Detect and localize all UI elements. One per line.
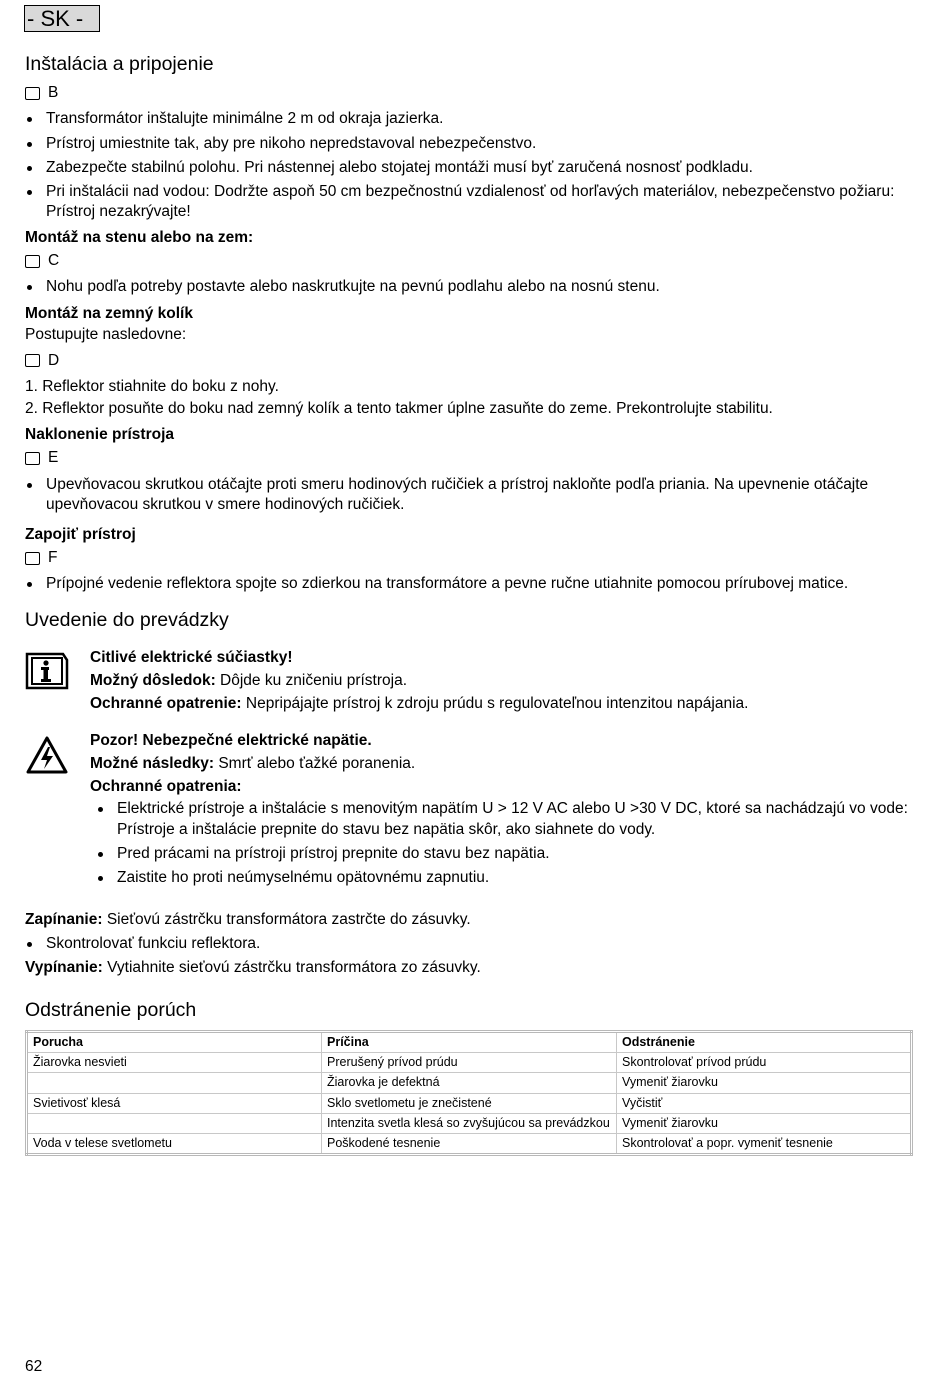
notice-heading: Citlivé elektrické súčiastky! xyxy=(90,648,293,666)
switch-off-line xyxy=(25,958,915,978)
switch-on-text: Sieťovú zástrčku transformátora zastrčte do zásuvky. xyxy=(102,911,471,929)
table-cell: Skontrolovať prívod prúdu xyxy=(617,1053,912,1073)
table-cell: Vyčistiť xyxy=(617,1093,912,1113)
switch-on-line xyxy=(25,910,915,930)
list-item: Upevňovacou skrutkou otáčajte proti smeru hodinových ručičiek a prístroj nakloňte podľa priania. Na upevnenie otáčajte upevňovacou skrutkou v smere hodinových ručičiek. xyxy=(25,475,915,515)
installation-list xyxy=(25,109,915,222)
check-list xyxy=(25,934,915,954)
figure-label: B xyxy=(48,84,59,102)
figure-label: F xyxy=(48,549,58,567)
section-title-commissioning: Uvedenie do prevádzky xyxy=(25,609,229,632)
tilt-list xyxy=(25,475,915,515)
measures-list xyxy=(96,799,915,888)
table-cell: Voda v telese svetlometu xyxy=(27,1134,322,1155)
table-cell: Sklo svetlometu je znečistené xyxy=(322,1093,617,1113)
table-row xyxy=(27,1053,912,1073)
figure-reference xyxy=(25,448,915,468)
language-tag: - SK - xyxy=(24,5,100,32)
list-item: Pri inštalácii nad vodou: Dodržte aspoň 50 cm bezpečnostnú vzdialenosť od horľavých materiálov, nebezpečenstvo požiaru: Prístroj nezakrývajte! xyxy=(25,182,915,222)
table-header-row xyxy=(27,1031,912,1052)
consequence-label: Možný dôsledok: xyxy=(90,671,216,689)
switch-off-label: Vypínanie: xyxy=(25,959,103,977)
notice-heading: Pozor! Nebezpečné elektrické napätie. xyxy=(90,732,372,750)
table-row xyxy=(27,1134,912,1155)
table-cell xyxy=(27,1113,322,1133)
table-row xyxy=(27,1073,912,1093)
high-voltage-warning-icon xyxy=(25,731,90,894)
list-item: Prístroj umiestnite tak, aby pre nikoho nepredstavoval nebezpečenstvo. xyxy=(25,134,915,154)
connect-list xyxy=(25,574,915,594)
figure-reference-icon xyxy=(25,255,40,268)
subsection-title-spike-mount: Montáž na zemný kolík xyxy=(25,304,193,322)
section-title-installation: Inštalácia a pripojenie xyxy=(25,53,214,75)
section-title-troubleshooting: Odstránenie porúch xyxy=(25,999,197,1022)
switch-off-text: Vytiahnite sieťovú zástrčku transformátora zo zásuvky. xyxy=(102,959,481,977)
figure-label: D xyxy=(48,351,60,369)
page-content xyxy=(25,52,915,1156)
notice-body xyxy=(90,731,915,894)
table-cell: Vymeniť žiarovku xyxy=(617,1113,912,1133)
measure-label: Ochranné opatrenie: xyxy=(90,694,242,712)
figure-reference xyxy=(25,251,915,271)
troubleshooting-table xyxy=(25,1030,913,1157)
consequence-text: Dôjde ku zničeniu prístroja. xyxy=(215,671,407,689)
list-item: Transformátor inštalujte minimálne 2 m od okraja jazierka. xyxy=(25,109,915,129)
figure-reference-icon xyxy=(25,452,40,465)
table-cell: Žiarovka je defektná xyxy=(322,1073,617,1093)
consequence-label: Možné následky: xyxy=(90,755,215,773)
info-manual-icon xyxy=(25,648,90,717)
column-header: Porucha xyxy=(27,1031,322,1052)
list-item: Nohu podľa potreby postavte alebo naskrutkujte na pevnú podlahu alebo na nosnú stenu. xyxy=(25,277,915,297)
column-header: Odstránenie xyxy=(617,1031,912,1052)
spike-mount-intro: Postupujte nasledovne: xyxy=(25,325,187,343)
list-item: Elektrické prístroje a inštalácie s menovitým napätím U > 12 V AC alebo U >30 V DC, ktoré sa nachádzajú vo vode: Prístroje a inštalácie prepnite do stavu bez napätia skôr, ako siahnete do vody. xyxy=(96,799,915,839)
figure-reference-icon xyxy=(25,354,40,367)
notice-body xyxy=(90,648,748,717)
table-cell: Intenzita svetla klesá so zvyšujúcou sa prevádzkou xyxy=(322,1113,617,1133)
table-cell: Svietivosť klesá xyxy=(27,1093,322,1113)
figure-reference xyxy=(25,351,915,371)
list-item: Prípojné vedenie reflektora spojte so zdierkou na transformátore a pevne ručne utiahnite pomocou prírubovej matice. xyxy=(25,574,915,594)
list-item: Pred prácami na prístroji prístroj prepnite do stavu bez napätia. xyxy=(96,844,915,864)
subsection-title-connect: Zapojiť prístroj xyxy=(25,525,136,543)
list-item: Skontrolovať funkciu reflektora. xyxy=(25,934,915,954)
table-cell: Prerušený prívod prúdu xyxy=(322,1053,617,1073)
notice-high-voltage xyxy=(25,731,915,894)
list-item: Zabezpečte stabilnú polohu. Pri nástennej alebo stojatej montáži musí byť zaručená nosnosť podkladu. xyxy=(25,158,915,178)
figure-reference-icon xyxy=(25,552,40,565)
switch-on-label: Zapínanie: xyxy=(25,911,103,929)
page-number: 62 xyxy=(25,1358,43,1375)
list-item: Zaistite ho proti neúmyselnému opätovnému zapnutiu. xyxy=(96,868,915,888)
table-cell: Vymeniť žiarovku xyxy=(617,1073,912,1093)
table-cell: Žiarovka nesvieti xyxy=(27,1053,322,1073)
consequence-text: Smrť alebo ťažké poranenia. xyxy=(214,755,416,773)
spike-mount-steps xyxy=(25,377,915,419)
figure-reference-icon xyxy=(25,87,40,100)
column-header: Príčina xyxy=(322,1031,617,1052)
table-row xyxy=(27,1113,912,1133)
step-item: 1. Reflektor stiahnite do boku z nohy. xyxy=(25,378,279,396)
step-item: 2. Reflektor posuňte do boku nad zemný kolík a tento takmer úplne zasuňte do zeme. Prekontrolujte stabilitu. xyxy=(25,400,773,418)
wall-mount-list xyxy=(25,277,915,297)
subsection-title-wall-mount: Montáž na stenu alebo na zem: xyxy=(25,229,254,247)
measures-label: Ochranné opatrenia: xyxy=(90,778,242,796)
table-cell xyxy=(27,1073,322,1093)
table-row xyxy=(27,1093,912,1113)
figure-label: E xyxy=(48,449,59,467)
table-cell: Poškodené tesnenie xyxy=(322,1134,617,1155)
figure-label: C xyxy=(48,252,60,270)
figure-reference xyxy=(25,548,915,568)
table-cell: Skontrolovať a popr. vymeniť tesnenie xyxy=(617,1134,912,1155)
figure-reference xyxy=(25,83,915,103)
measure-text: Nepripájajte prístroj k zdroju prúdu s regulovateľnou intenzitou napájania. xyxy=(241,694,749,712)
subsection-title-tilt: Naklonenie prístroja xyxy=(25,426,175,444)
notice-sensitive-components xyxy=(25,648,915,717)
